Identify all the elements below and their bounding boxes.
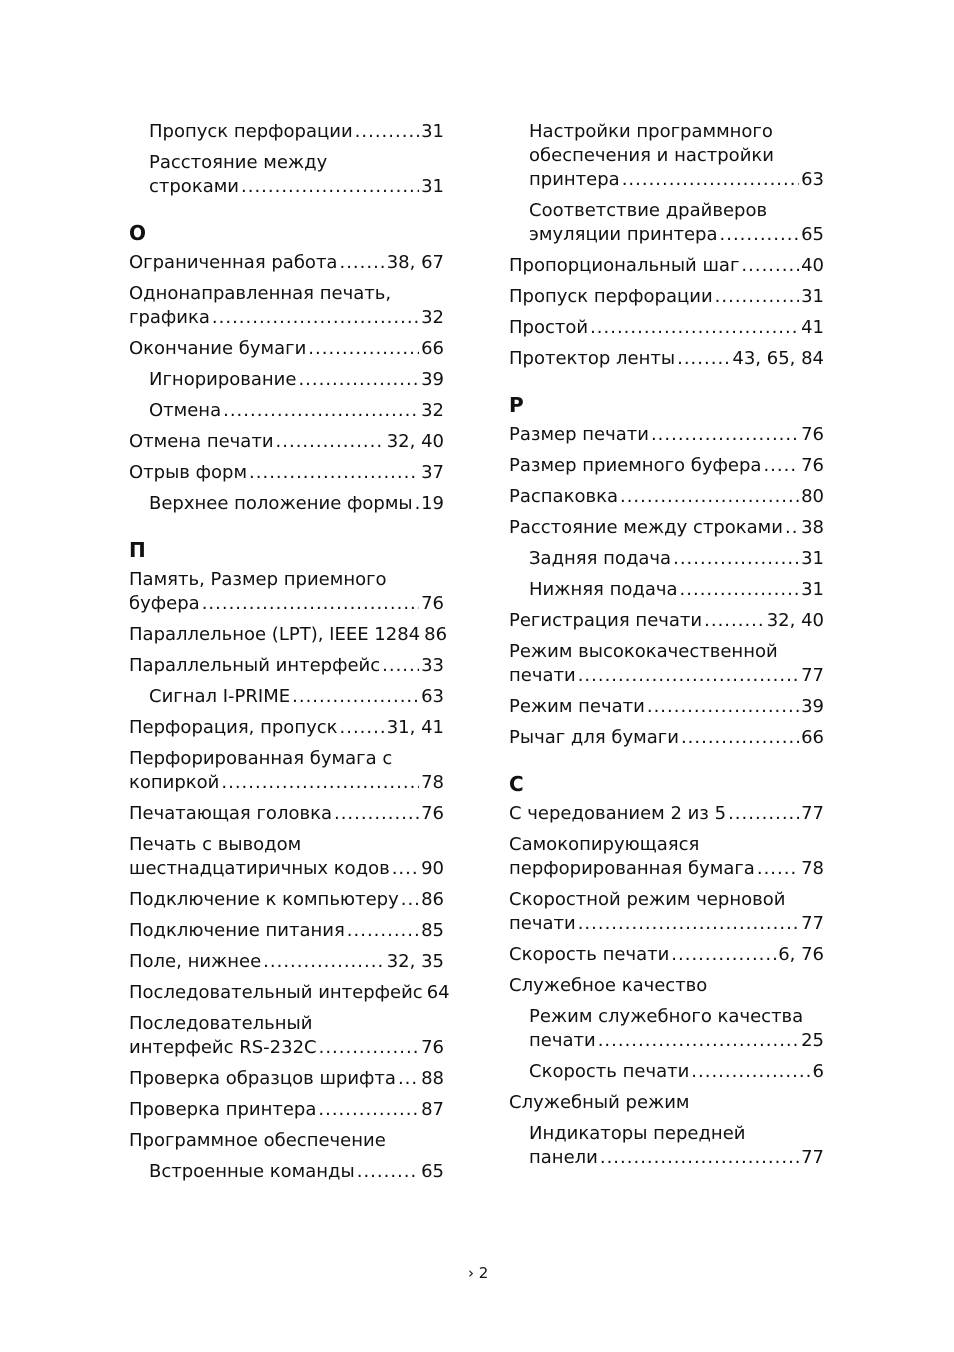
entry-page-ref: 63: [421, 686, 444, 707]
index-entry: [509, 516, 824, 540]
entry-page-ref: 38, 67: [386, 252, 444, 273]
entry-text: Игнорирование: [149, 369, 297, 390]
entry-page-ref: 78: [801, 858, 824, 879]
entry-text: Рычаг для бумаги: [509, 727, 679, 748]
dot-leader: [578, 664, 799, 688]
index-letter-heading: О: [129, 221, 147, 245]
index-entry: [129, 623, 448, 647]
entry-page-ref: 66: [801, 727, 824, 748]
entry-page-ref: 77: [801, 803, 824, 824]
entry-text: Регистрация печати: [509, 610, 703, 631]
entry-text: Распаковка: [509, 486, 618, 507]
index-entry: [509, 609, 824, 633]
index-entry: [509, 695, 824, 719]
dot-leader: [392, 857, 419, 881]
entry-text: Параллельный интерфейс: [129, 655, 381, 676]
entry-text: Программное обеспечение: [129, 1130, 386, 1151]
entry-text: Печать с выводом: [129, 834, 302, 855]
entry-page-ref: 38: [801, 517, 824, 538]
index-entry: [129, 654, 444, 678]
entry-text: Однонаправленная печать,: [129, 283, 392, 304]
index-subentry: [509, 1005, 824, 1053]
index-subentry: [129, 120, 444, 144]
dot-leader: [241, 175, 419, 199]
index-entry: [129, 950, 444, 974]
entry-text: Память, Размер приемного: [129, 569, 387, 590]
dot-leader: [757, 857, 799, 881]
entry-text: Размер приемного буфера: [509, 455, 762, 476]
entry-page-ref: 43, 65, 84: [732, 348, 824, 369]
entry-text: Режим печати: [509, 696, 645, 717]
entry-text: интерфейс RS-232C: [129, 1037, 317, 1058]
entry-text: панели: [529, 1147, 598, 1168]
entry-text: Последовательный интерфейс: [129, 982, 423, 1003]
entry-text: Перфорация, пропуск: [129, 717, 338, 738]
entry-text: Режим высококачественной: [509, 641, 778, 662]
dot-leader: [600, 1146, 799, 1170]
dot-leader: [647, 695, 799, 719]
entry-page-ref: 6, 76: [778, 944, 824, 965]
index-entry: [129, 716, 444, 740]
entry-page-ref: 76: [801, 424, 824, 445]
index-column-left: [129, 120, 450, 1191]
index-subentry: [129, 1160, 444, 1184]
entry-text: эмуляции принтера: [529, 224, 718, 245]
dot-leader: [357, 1160, 419, 1184]
index-subentry: [509, 578, 824, 602]
dot-leader: [398, 1067, 419, 1091]
entry-text: строками: [149, 176, 239, 197]
dot-leader: [715, 285, 799, 309]
dot-leader: [622, 168, 799, 192]
dot-leader: [221, 771, 419, 795]
entry-page-ref: 31: [421, 176, 444, 197]
dot-leader: [651, 423, 799, 447]
index-entry: [129, 251, 444, 275]
index-subentry: [509, 120, 824, 192]
dot-leader: [415, 492, 419, 516]
index-subentry: [509, 1122, 824, 1170]
dot-leader: [704, 609, 765, 633]
entry-page-ref: 31, 41: [386, 717, 444, 738]
entry-page-ref: 65: [421, 1161, 444, 1182]
entry-page-ref: 41: [801, 317, 824, 338]
dot-leader: [276, 430, 385, 454]
index-entry: [129, 568, 444, 616]
dot-leader: [673, 547, 799, 571]
index-subentry: [509, 1060, 824, 1084]
index-entry: [129, 282, 444, 330]
entry-text: Пропуск перфорации: [149, 121, 353, 142]
dot-leader: [578, 912, 799, 936]
entry-text: печати: [529, 1030, 596, 1051]
entry-text: Поле, нижнее: [129, 951, 262, 972]
entry-text: буфера: [129, 593, 200, 614]
index-entry: [129, 461, 444, 485]
entry-page-ref: 32, 40: [386, 431, 444, 452]
entry-page-ref: 33: [421, 655, 444, 676]
index-entry: [129, 981, 450, 1005]
dot-leader: [728, 802, 799, 826]
entry-page-ref: 32, 40: [766, 610, 824, 631]
entry-page-ref: 19: [421, 493, 444, 514]
dot-leader: [763, 454, 799, 478]
entry-page-ref: 86: [424, 624, 448, 645]
entry-text: Скоростной режим черновой: [509, 889, 786, 910]
index-entry: [129, 1067, 444, 1091]
dot-leader: [620, 485, 799, 509]
entry-text: Служебное качество: [509, 975, 708, 996]
entry-text: Последовательный: [129, 1013, 313, 1034]
entry-page-ref: 77: [801, 1147, 824, 1168]
dot-leader: [223, 399, 419, 423]
entry-text: Задняя подача: [529, 548, 672, 569]
dot-leader: [249, 461, 419, 485]
index-entry: [509, 833, 824, 881]
dot-leader: [401, 888, 419, 912]
index-entry: [129, 919, 444, 943]
dot-leader: [334, 802, 419, 826]
entry-page-ref: 76: [421, 593, 444, 614]
index-entry: [509, 888, 824, 936]
index-entry: [509, 347, 824, 371]
dot-leader: [340, 716, 385, 740]
entry-text: Самокопирующаяся: [509, 834, 700, 855]
index-subentry: [129, 368, 444, 392]
dot-leader: [677, 347, 730, 371]
entry-text: Настройки программного: [529, 121, 773, 142]
entry-text: Перфорированная бумага с: [129, 748, 393, 769]
index-entry: [509, 974, 824, 998]
index-subentry: [129, 492, 444, 516]
dot-leader: [681, 726, 799, 750]
dot-leader: [319, 1036, 420, 1060]
entry-page-ref: 76: [421, 1037, 444, 1058]
entry-text: графика: [129, 307, 210, 328]
entry-text: обеспечения и настройки: [529, 145, 774, 166]
index-entry: [509, 454, 824, 478]
index-entry: [129, 337, 444, 361]
entry-page-ref: 37: [421, 462, 444, 483]
entry-page-ref: 76: [801, 455, 824, 476]
entry-page-ref: 40: [801, 255, 824, 276]
entry-text: Проверка принтера: [129, 1099, 317, 1120]
entry-text: Простой: [509, 317, 589, 338]
entry-text: Нижняя подача: [529, 579, 678, 600]
index-entry: [129, 1098, 444, 1122]
dot-leader: [339, 251, 384, 275]
entry-text: Отмена: [149, 400, 222, 421]
entry-text: Отмена печати: [129, 431, 274, 452]
index-entry: [129, 747, 444, 795]
entry-text: Индикаторы передней: [529, 1123, 746, 1144]
dot-leader: [318, 1098, 419, 1122]
entry-page-ref: 32, 35: [386, 951, 444, 972]
entry-text: Подключение к компьютеру: [129, 889, 399, 910]
entry-text: Встроенные команды: [149, 1161, 355, 1182]
page-number: › 2: [468, 1264, 489, 1282]
dot-leader: [382, 654, 419, 678]
entry-text: Скорость печати: [529, 1061, 690, 1082]
entry-text: Расстояние между строками: [509, 517, 783, 538]
entry-text: Протектор ленты: [509, 348, 676, 369]
dot-leader: [691, 1060, 810, 1084]
dot-leader: [298, 368, 419, 392]
entry-text: Пропорциональный шаг: [509, 255, 740, 276]
dot-leader: [263, 950, 385, 974]
dot-leader: [308, 337, 419, 361]
entry-text: Размер печати: [509, 424, 649, 445]
dot-leader: [741, 254, 799, 278]
entry-page-ref: 78: [421, 772, 444, 793]
entry-text: Подключение питания: [129, 920, 345, 941]
entry-page-ref: 31: [801, 286, 824, 307]
index-entry: [129, 430, 444, 454]
entry-text: Пропуск перфорации: [509, 286, 713, 307]
dot-leader: [598, 1029, 799, 1053]
index-entry: [509, 640, 824, 688]
entry-text: шестнадцатиричных кодов: [129, 858, 390, 879]
index-entry: [509, 285, 824, 309]
entry-text: Печатающая головка: [129, 803, 332, 824]
entry-text: печати: [509, 665, 576, 686]
entry-page-ref: 39: [421, 369, 444, 390]
index-subentry: [129, 685, 444, 709]
entry-text: Соответствие драйверов: [529, 200, 768, 221]
entry-page-ref: 31: [421, 121, 444, 142]
entry-text: копиркой: [129, 772, 220, 793]
entry-text: принтера: [529, 169, 620, 190]
entry-page-ref: 88: [421, 1068, 444, 1089]
entry-text: печати: [509, 913, 576, 934]
index-entry: [129, 833, 444, 881]
entry-page-ref: 66: [421, 338, 444, 359]
entry-page-ref: 25: [801, 1030, 824, 1051]
index-subentry: [129, 399, 444, 423]
index-entry: [509, 485, 824, 509]
entry-page-ref: 32: [421, 307, 444, 328]
entry-text: С чередованием 2 из 5: [509, 803, 727, 824]
index-subentry: [509, 199, 824, 247]
index-entry: [129, 1012, 444, 1060]
entry-page-ref: 80: [801, 486, 824, 507]
entry-text: Ограниченная работа: [129, 252, 338, 273]
entry-text: Проверка образцов шрифта: [129, 1068, 396, 1089]
entry-page-ref: 77: [801, 665, 824, 686]
entry-page-ref: 76: [421, 803, 444, 824]
index-entry: [509, 316, 824, 340]
entry-page-ref: 64: [426, 982, 450, 1003]
dot-leader: [347, 919, 419, 943]
entry-text: Параллельное (LPT), IEEE 1284: [129, 624, 421, 645]
index-entry: [129, 1129, 444, 1153]
index-entry: [129, 802, 444, 826]
dot-leader: [671, 943, 776, 967]
entry-page-ref: 86: [421, 889, 444, 910]
entry-page-ref: 63: [801, 169, 824, 190]
entry-text: Сигнал I-PRIME: [149, 686, 291, 707]
dot-leader: [720, 223, 800, 247]
entry-text: Скорость печати: [509, 944, 670, 965]
index-entry: [509, 1091, 824, 1115]
dot-leader: [202, 592, 419, 616]
index-entry: [509, 254, 824, 278]
index-entry: [509, 423, 824, 447]
index-entry: [509, 943, 824, 967]
entry-page-ref: 39: [801, 696, 824, 717]
entry-page-ref: 31: [801, 548, 824, 569]
entry-page-ref: 87: [421, 1099, 444, 1120]
index-subentry: [129, 151, 444, 199]
entry-text: Режим служебного качества: [529, 1006, 804, 1027]
entry-page-ref: 65: [801, 224, 824, 245]
entry-text: Отрыв форм: [129, 462, 248, 483]
entry-page-ref: 77: [801, 913, 824, 934]
entry-page-ref: 32: [421, 400, 444, 421]
index-letter-heading: П: [129, 538, 146, 562]
dot-leader: [212, 306, 419, 330]
dot-leader: [680, 578, 800, 602]
index-column-right: [509, 120, 824, 1177]
dot-leader: [292, 685, 419, 709]
index-letter-heading: Р: [509, 393, 524, 417]
index-subentry: [509, 547, 824, 571]
entry-text: Верхнее положение формы: [149, 493, 413, 514]
entry-page-ref: 90: [421, 858, 444, 879]
index-entry: [509, 802, 824, 826]
entry-page-ref: 85: [421, 920, 444, 941]
dot-leader: [590, 316, 799, 340]
dot-leader: [355, 120, 419, 144]
index-entry: [129, 888, 444, 912]
entry-text: Служебный режим: [509, 1092, 690, 1113]
entry-text: Расстояние между: [149, 152, 328, 173]
entry-page-ref: 6: [812, 1061, 824, 1082]
index-entry: [509, 726, 824, 750]
entry-text: перфорированная бумага: [509, 858, 755, 879]
entry-text: Окончание бумаги: [129, 338, 307, 359]
dot-leader: [785, 516, 799, 540]
index-letter-heading: С: [509, 772, 524, 796]
entry-page-ref: 31: [801, 579, 824, 600]
